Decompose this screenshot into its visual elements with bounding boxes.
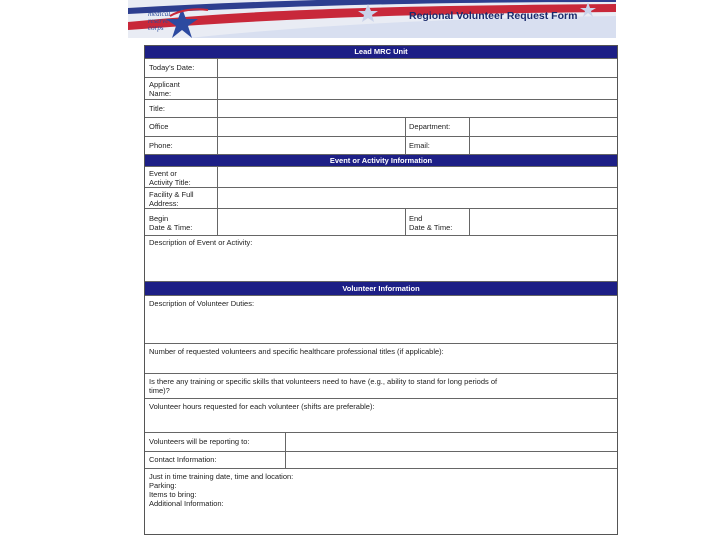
num-volunteers-label: Number of requested volunteers and specific healthcare professional titles (if applicable): [149,347,444,356]
applicant-name-label: Applicant Name: [149,80,180,98]
title-field[interactable] [218,100,617,117]
logo-text: medical reserve corps [148,10,171,32]
begin-date-label: Begin Date & Time: [149,214,193,232]
section-header-volunteer: Volunteer Information [145,282,617,296]
todays-date-label: Today’s Date: [149,63,195,72]
email-label: Email: [409,141,430,150]
phone-field[interactable] [218,137,404,154]
training-skills-label: Is there any training or specific skills that volunteers need to have (e.g., ability to stand for long periods of time)? [149,377,498,395]
facility-address-row [145,188,617,209]
section-header-event: Event or Activity Information [145,155,617,167]
facility-address-label: Facility & Full Address: [149,190,194,208]
phone-row [145,137,617,155]
contact-info-label: Contact Information: [149,455,217,464]
end-date-field[interactable] [470,209,617,235]
applicant-name-row [145,78,617,100]
title-row [145,100,617,118]
end-date-label: End Date & Time: [409,214,453,232]
volunteer-duties-row[interactable] [145,296,617,344]
todays-date-row [145,59,617,78]
event-title-field[interactable] [218,167,617,187]
section-header-lead: Lead MRC Unit [145,46,617,59]
reporting-to-row [145,433,617,452]
office-label: Office [149,122,169,131]
form-title: Regional Volunteer Request Form [409,10,578,22]
department-label: Department: [409,122,451,131]
event-description-label: Description of Event or Activity: [149,238,253,247]
contact-info-field[interactable] [286,452,617,468]
contact-info-row [145,452,617,469]
begin-date-field[interactable] [218,209,404,235]
applicant-name-field[interactable] [218,78,617,99]
department-field[interactable] [470,118,617,136]
event-description-row[interactable] [145,236,617,282]
volunteer-hours-label: Volunteer hours requested for each volunteer (shifts are preferable): [149,402,375,411]
phone-label: Phone: [149,141,173,150]
volunteer-hours-row[interactable] [145,399,617,433]
volunteer-duties-label: Description of Volunteer Duties: [149,299,255,308]
office-row [145,118,617,137]
request-form [144,45,618,535]
training-skills-row[interactable] [145,374,617,399]
additional-info-label: Just in time training date, time and location: Parking: Items to bring: Additional Information: [149,472,294,508]
date-time-row [145,209,617,236]
event-title-row [145,167,617,188]
email-field[interactable] [470,137,617,154]
additional-info-row[interactable] [145,469,617,534]
title-label: Title: [149,104,165,113]
num-volunteers-row[interactable] [145,344,617,374]
event-title-label: Event or Activity Title: [149,169,191,187]
office-field[interactable] [218,118,404,136]
todays-date-field[interactable] [218,59,617,77]
reporting-to-field[interactable] [286,433,617,451]
facility-address-field[interactable] [218,188,617,208]
reporting-to-label: Volunteers will be reporting to: [149,437,250,446]
